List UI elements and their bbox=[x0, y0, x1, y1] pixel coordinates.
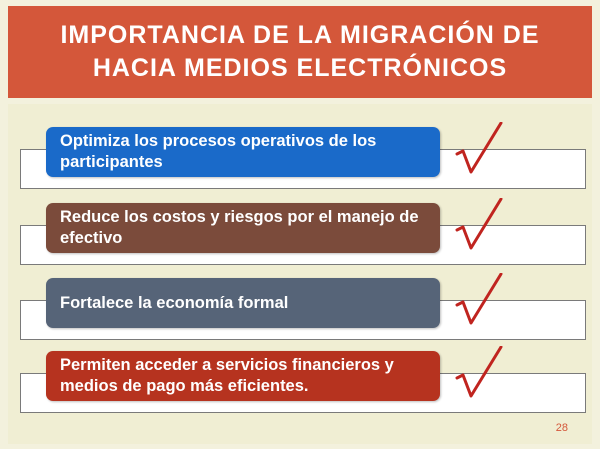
check-mark-icon bbox=[455, 122, 505, 182]
item-pill bbox=[46, 278, 440, 328]
list-item bbox=[0, 122, 600, 192]
item-pill bbox=[46, 203, 440, 253]
list-item bbox=[0, 346, 600, 416]
item-pill bbox=[46, 127, 440, 177]
check-mark-icon bbox=[455, 346, 505, 406]
item-text: Permiten acceder a servicios financieros y medios de pago más eficientes. bbox=[60, 356, 394, 395]
page-number: 28 bbox=[555, 422, 568, 434]
list-item bbox=[0, 198, 600, 268]
item-pill bbox=[46, 351, 440, 401]
slide-title: IMPORTANCIA DE LA MIGRACIÓN DE HACIA MEDIOS ELECTRÓNICOS bbox=[60, 21, 540, 82]
list-item bbox=[0, 273, 600, 343]
check-mark-icon bbox=[455, 273, 505, 333]
check-mark-icon bbox=[455, 198, 505, 258]
item-text: Reduce los costos y riesgos por el manejo de efectivo bbox=[60, 208, 419, 247]
item-text: Fortalece la economía formal bbox=[60, 293, 289, 312]
item-text: Optimiza los procesos operativos de los participantes bbox=[60, 132, 377, 171]
title-banner bbox=[8, 6, 592, 98]
